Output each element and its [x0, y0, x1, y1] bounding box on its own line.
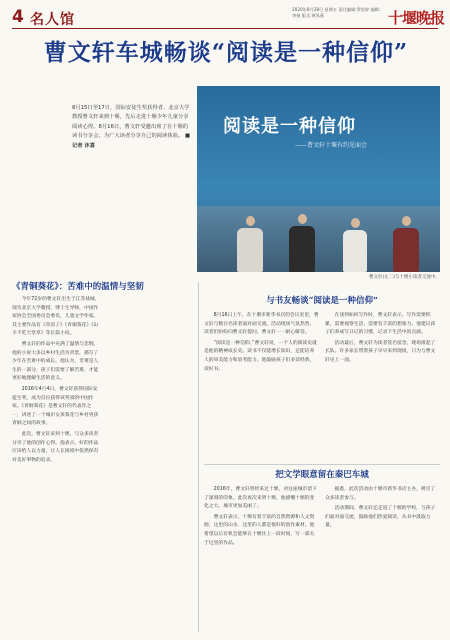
right-section-title: 与书友畅谈“阅读是一种信仰”	[266, 296, 378, 306]
left-paragraph: 曹文轩的作品中充满了温情与悲悯，他的小说大多以乡村生活为背景，描写了少年在苦难中的成长。他认为，苦难是人生的一部分，孩子们需要了解苦难，才能更好地理解生活的意义。	[12, 341, 99, 382]
person-figure	[289, 226, 315, 272]
left-paragraph: 此次，曹文轩来到十堰，与众多读者分享了他的创作心得。他表示，好的作品应该给人以力量，让人在困境中依然保有对美好事物的追求。	[12, 431, 99, 463]
column-divider	[198, 282, 199, 632]
right2-col-a	[204, 486, 319, 550]
right2-paragraph: 活动期间，曹文轩还走进了十堰的学校，与孩子们面对面交流，鼓励他们热爱阅读，从书中汲取力量。	[325, 506, 436, 529]
person-figure	[393, 228, 419, 272]
left-article	[12, 280, 194, 467]
right-paragraph: 活动最后，曹文轩为读者签名留念，现场排起了长队。许多家长带着孩子早早来到现场，只为与曹文轩见上一面。	[325, 340, 436, 363]
right-paragraph: “阅读是一种信仰。”曹文轩说，一个人的阅读史就是他的精神成长史。读书不仅能增长知识，还能培养人的审美能力和思考能力。他鼓励孩子们多读经典，读好书。	[204, 340, 317, 372]
photo-banner-subtitle: ——曹文轩十堰有约见面会	[295, 142, 368, 149]
photo-caption: 曹文轩(左二)与十堰小读者交流中。	[368, 275, 440, 280]
headline: 曹文轩车城畅谈“阅读是一种信仰”	[43, 39, 409, 66]
right-col-b	[325, 312, 440, 376]
left-paragraph: 2016年4月4日，曹文轩获得国际安徒生奖，成为首位获得该奖项的中国作家。《青铜葵花》是曹文轩的代表作之一，讲述了一个城市女孩葵花与乡村男孩青铜之间的故事。	[12, 386, 99, 427]
event-photo	[197, 86, 440, 272]
issue-meta: 2020年8月28日 星期五 责任编辑:罗依婷 编辑:李扬 版式:黄凤燕	[292, 7, 381, 18]
photo-banner-title: 阅读是一种信仰	[223, 116, 356, 137]
right-paragraph: 8月16日上午，在十堰市新华书店的会议室里，曹文轩与数百名读者面对面交流。活动现场气氛热烈，读者们纷纷向曹文轩提问，曹文轩一一耐心解答。	[204, 313, 319, 336]
person-head	[246, 216, 255, 226]
person-head	[351, 218, 360, 228]
right-paragraph: 在谈到如何写作时，曹文轩表示，写作需要积累，需要观察生活，需要有丰富的想象力。他建议孩子们养成写日记的习惯，记录下生活中的点滴。	[325, 313, 436, 336]
person-head	[402, 216, 411, 226]
newspaper-logo: 十堰晚报	[388, 9, 445, 27]
lead-text: 8月15日至17日，国际安徒生奖获得者、北京大学教授曹文轩来到十堰，先后走进十堰少年儿童分享阅读心得。8月16日，曹文轩受邀出席了在十堰的读书分享会，为广大读者分享自己的阅读体验。	[72, 105, 190, 140]
right2-columns	[204, 486, 440, 550]
right2-paragraph: 据悉，此次活动由十堰市新华书店主办，吸引了众多读者参与。	[325, 487, 436, 501]
right2-paragraph: 曹文轩表示，十堰有着丰富的自然资源和人文资源，这里的山水、这里的人都是很好的创作素材。他希望以后有机会能够在十堰住上一段时间，写一部关于这里的作品。	[204, 514, 315, 546]
person-head	[298, 214, 307, 224]
left-section-title: 《青铜葵花》：苦难中的温情与坚韧	[12, 282, 144, 292]
right2-paragraph: 2016年，曹文轩曾经来过十堰，对这座城市留下了深刻的印象。此次再次来到十堰，他感慨十堰的变化之大，城市更加美丽了。	[204, 487, 317, 510]
right-columns	[204, 312, 440, 376]
page-number: 4	[12, 7, 24, 27]
right-col-a	[204, 312, 319, 376]
right2-col-b	[325, 486, 440, 550]
header-rule	[12, 28, 438, 29]
person-figure	[237, 228, 263, 272]
section-name: 名人馆	[30, 12, 75, 28]
lead-author: ■记者 沐喜	[72, 133, 190, 149]
lead-paragraph	[72, 104, 190, 151]
right-article	[204, 294, 440, 376]
right-article-2	[204, 468, 440, 550]
left-paragraph: 今年72岁的曹文轩出生于江苏盐城，现为北京大学教授、博士生导师，中国作家协会全国委员会委员，儿童文学作家。其主要作品有《草房子》《青铜葵花》《山羊不吃天堂草》等长篇小说。	[12, 297, 100, 337]
person-figure	[343, 230, 367, 272]
section-divider	[204, 464, 440, 465]
right2-section-title: 把文学眼意留在秦巴车城	[275, 470, 369, 480]
